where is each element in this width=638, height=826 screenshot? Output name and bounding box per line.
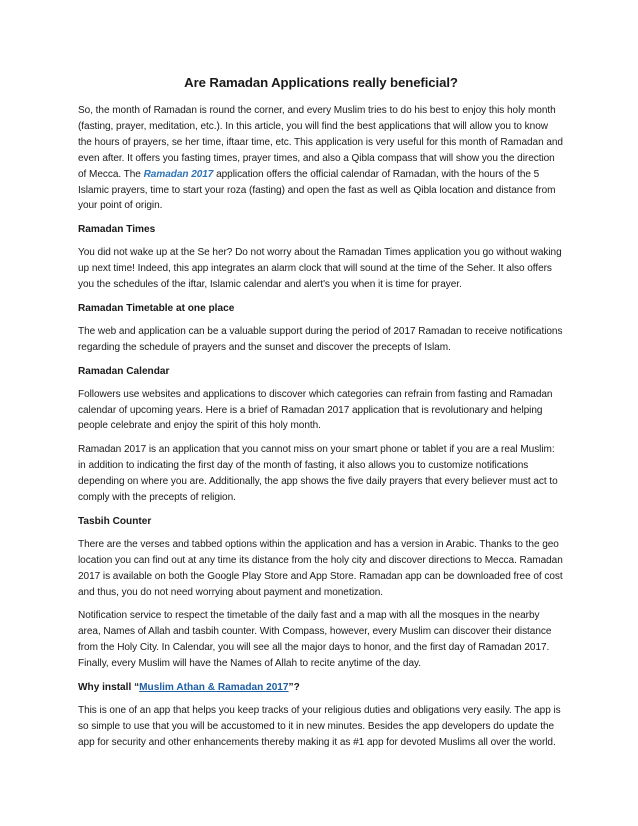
document-page <box>78 74 564 759</box>
intro-text-after: application offers the official calendar of Ramadan, with the hours of the 5 Islamic prayers, time to start your roza (fasting) and open the fast as well as Qibla location and distance from your point of origin. <box>78 168 556 212</box>
section-heading-ramadan-timetable: Ramadan Timetable at one place <box>78 302 235 314</box>
intro-paragraph <box>78 103 564 214</box>
section-paragraph: You did not wake up at the Se her? Do not worry about the Ramadan Times application you go without waking up next time! Indeed, this app integrates an alarm clock that will sound at the time of the Seher. It also offers you the schedules of the iftar, Islamic calendar and alert's you when it is time for prayer. <box>78 247 562 291</box>
why-heading-after: ”? <box>288 682 300 694</box>
section-heading-ramadan-times: Ramadan Times <box>78 224 156 236</box>
section-paragraph: The web and application can be a valuable support during the period of 2017 Ramadan to receive notifications regarding the schedule of prayers and the sunset and discover the precepts of Islam. <box>78 325 563 353</box>
section-paragraph: This is one of an app that helps you keep tracks of your religious duties and obligations very easily. The app is so simple to use that you will be accustomed to it in new minutes. Besides the app developers do update the app for security and other enhancements thereby making it as #1 app for devoted Muslims all over the world. <box>78 705 561 748</box>
section-paragraph: There are the verses and tabbed options within the application and has a version in Arabic. Thanks to the geo location you can find out at any time its distance from the holy city and discover directions to Mecca. Ramadan 2017 is available on both the Google Play Store and App Store. Ramadan app can be downloaded free of cost and thus, you do not need worrying about payment and monetization. <box>78 538 563 598</box>
document-title: Are Ramadan Applications really beneficial? <box>184 75 458 90</box>
why-heading-before: Why install “ <box>78 682 140 694</box>
section-heading-ramadan-calendar: Ramadan Calendar <box>78 365 170 377</box>
section-heading-why-install <box>78 680 564 696</box>
section-paragraph: Followers use websites and applications to discover which categories can refrain from fasting and Ramadan calendar of upcoming years. Here is a brief of Ramadan 2017 application that is revolutionary and helping people celebrate and enjoy the spirit of this holy month. <box>78 388 553 432</box>
intro-text-before: So, the month of Ramadan is round the corner, and every Muslim tries to do his best to enjoy this holy month (fasting, prayer, meditation, etc.). In this article, you will find the best applications that will allow you to know the hours of prayers, se her time, iftaar time, etc. This application is very useful for this month of Ramadan and even after. It offers you fasting times, prayer times, and also a Qibla compass that will show you the direction of Mecca. The <box>78 105 563 180</box>
muslim-athan-link[interactable]: Muslim Athan & Ramadan 2017 <box>139 682 289 694</box>
ramadan-2017-link[interactable]: Ramadan 2017 <box>143 168 214 180</box>
section-paragraph: Notification service to respect the timetable of the daily fast and a map with all the mosques in the nearby area, Names of Allah and tasbih counter. With Compass, however, every Muslim can discover their distance from the Holy City. In Calendar, you will see all the major days to honor, and the first day of Ramadan 2017. Finally, every Muslim will have the Names of Allah to recite anytime of the day. <box>78 610 552 670</box>
section-paragraph: Ramadan 2017 is an application that you cannot miss on your smart phone or tablet if you are a real Muslim: in addition to indicating the first day of the month of fasting, it also allows you to customize notifications depending on where you are. Additionally, the app shows the five daily prayers that every believer must act to comply with the precepts of religion. <box>78 444 558 504</box>
section-heading-tasbih-counter: Tasbih Counter <box>78 515 152 527</box>
